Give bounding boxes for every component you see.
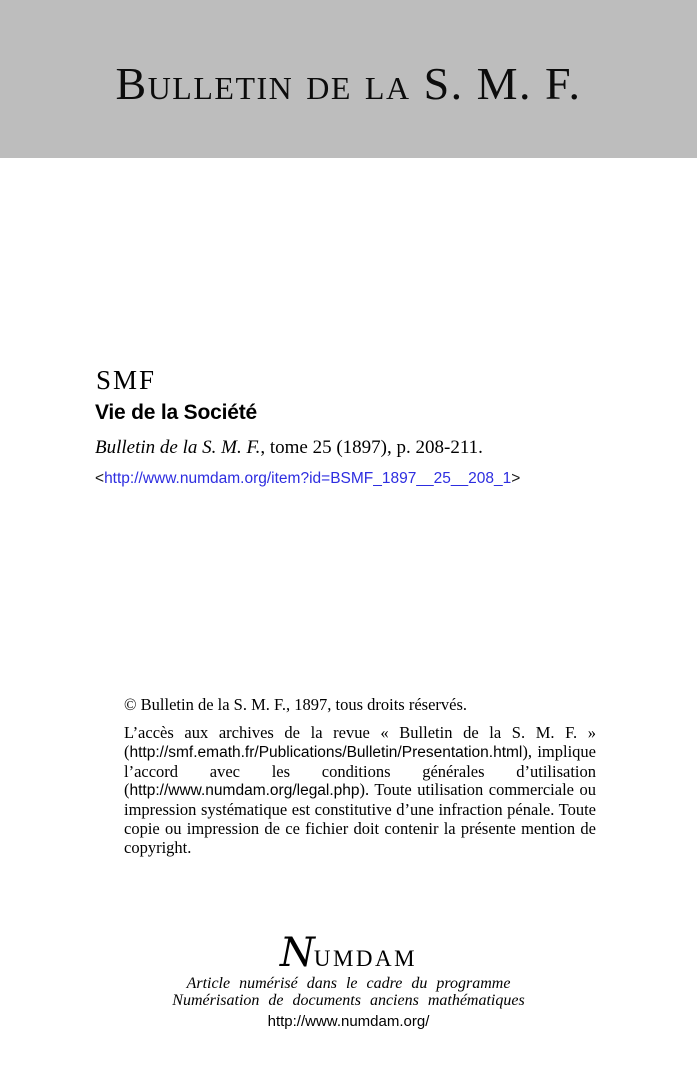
- numdam-logo-initial: N: [279, 930, 315, 976]
- journal-banner: [0, 0, 697, 158]
- angle-bracket-open: <: [95, 470, 105, 487]
- author-name: SMF: [96, 365, 157, 395]
- item-url-link[interactable]: http://www.numdam.org/item?id=BSMF_1897__25__208_1: [104, 470, 512, 487]
- terms-paragraph: [124, 724, 596, 858]
- copyright-notice: © Bulletin de la S. M. F., 1897, tous droits réservés.: [124, 695, 468, 714]
- numdam-url-link[interactable]: http://www.numdam.org/: [267, 1013, 430, 1030]
- terms-text: L’accès aux archives de la revue « Bulletin de la S. M. F. » (: [124, 723, 596, 761]
- journal-reference: [95, 437, 483, 459]
- terms-text: ). Toute utilisation commerciale ou impression systématique est constitutive d’une infraction pénale. Toute copie ou impression de ce fichier doit contenir la présente mention de copyright.: [124, 780, 596, 857]
- credit-line-2: Numérisation de documents anciens mathématiques: [172, 991, 525, 1009]
- terms-url: http://smf.emath.fr/Publications/Bulletin/Presentation.html: [129, 743, 523, 761]
- journal-banner-title: Bulletin de la S. M. F.: [115, 57, 582, 109]
- numdam-logo-rest: UMDAM: [313, 946, 418, 971]
- item-link-line: [95, 470, 520, 488]
- article-title: Vie de la Société: [95, 401, 257, 424]
- credit-line-1: Article numérisé dans le cadre du programme: [186, 975, 511, 992]
- numdam-logo: [0, 930, 697, 976]
- angle-bracket-close: >: [511, 470, 521, 487]
- reference-details: , tome 25 (1897), p. 208-211.: [260, 437, 483, 458]
- terms-url: http://www.numdam.org/legal.php: [129, 782, 360, 800]
- terms-text: ), implique l’accord avec les conditions générales d’utilisation (: [124, 741, 596, 800]
- numdam-footer: [0, 930, 697, 1031]
- journal-name: Bulletin de la S. M. F.: [95, 437, 261, 458]
